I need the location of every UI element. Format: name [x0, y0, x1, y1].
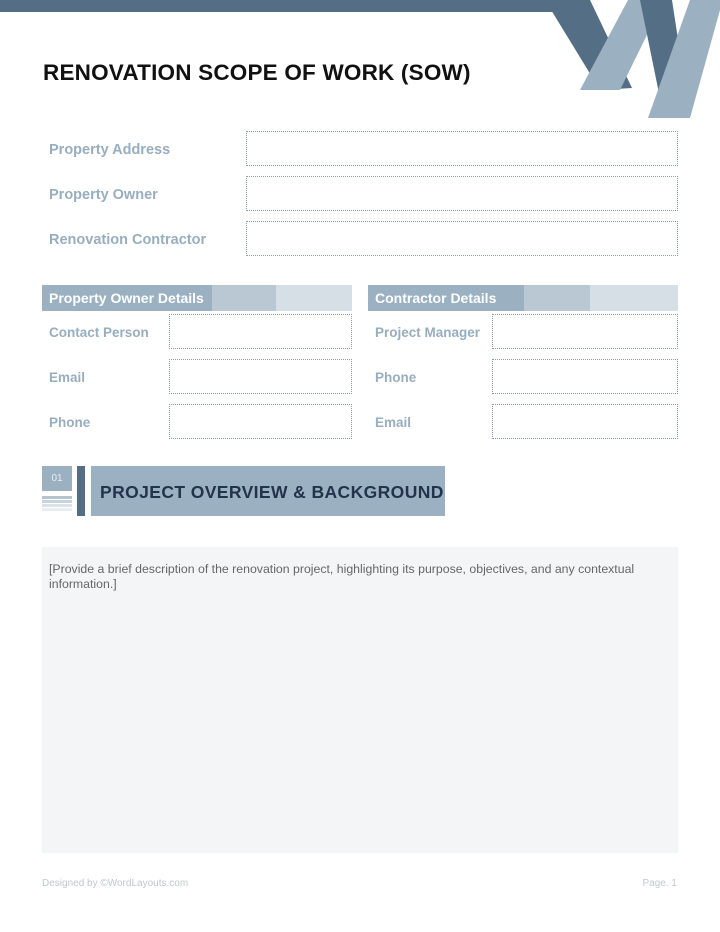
owner-details-header	[42, 285, 352, 311]
project-manager-label: Project Manager	[375, 325, 481, 340]
renovation-contractor-label: Renovation Contractor	[49, 232, 207, 248]
property-address-label: Property Address	[49, 142, 171, 158]
owner-email-field[interactable]	[169, 359, 352, 394]
section-accent-bar	[77, 466, 85, 516]
contractor-phone-label: Phone	[375, 370, 417, 385]
renovation-contractor-field[interactable]	[246, 221, 678, 256]
decorative-stripes	[42, 496, 72, 516]
owner-email-label: Email	[49, 370, 86, 385]
contractor-email-field[interactable]	[492, 404, 678, 439]
project-overview-placeholder: [Provide a brief description of the renovation project, highlighting its purpose, objectives, and any contextual information.]	[49, 562, 635, 591]
section-heading-banner	[91, 466, 445, 516]
project-overview-textarea[interactable]	[42, 547, 678, 853]
contractor-details-header	[368, 285, 678, 311]
document-title: RENOVATION SCOPE OF WORK (SOW)	[43, 60, 471, 85]
owner-phone-label: Phone	[49, 415, 91, 430]
contact-person-label: Contact Person	[49, 325, 149, 340]
contractor-phone-field[interactable]	[492, 359, 678, 394]
contact-person-field[interactable]	[169, 314, 352, 349]
footer-page-number: Page. 1	[642, 878, 677, 889]
contractor-email-label: Email	[375, 415, 412, 430]
property-address-field[interactable]	[246, 131, 678, 166]
owner-phone-field[interactable]	[169, 404, 352, 439]
project-manager-field[interactable]	[492, 314, 678, 349]
property-owner-label: Property Owner	[49, 187, 158, 203]
property-owner-field[interactable]	[246, 176, 678, 211]
contractor-details-heading: Contractor Details	[375, 290, 497, 306]
section-heading: PROJECT OVERVIEW & BACKGROUND	[100, 482, 444, 502]
footer-credit: Designed by ©WordLayouts.com	[42, 878, 189, 889]
owner-details-heading: Property Owner Details	[49, 290, 204, 306]
section-number-badge: 01	[42, 466, 72, 491]
